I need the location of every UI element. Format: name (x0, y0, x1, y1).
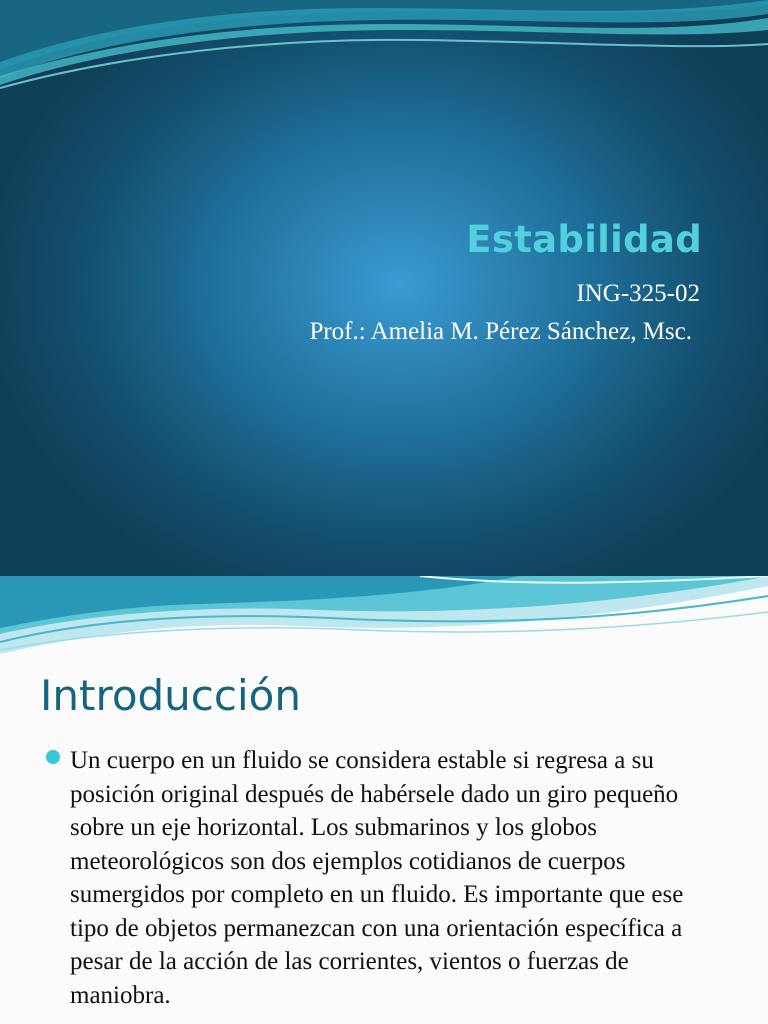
slide-title: Introducción (40, 671, 301, 720)
list-item (46, 744, 736, 1012)
bullet-icon (46, 750, 60, 764)
professor-name: Prof.: Amelia M. Pérez Sánchez, Msc. (309, 318, 692, 345)
course-code: ING-325-02 (576, 280, 700, 307)
header-wave-decoration (0, 0, 768, 110)
bullet-text: Un cuerpo en un fluido se considera estable si regresa a su posición original después de habérsele dado un giro pequeño sobre un eje horizontal. Los submarinos y los globos meteorológicos son dos ejemplos cotidianos de cuerpos sumergidos por completo en un fluido. Es importante que ese tipo de objetos permanezcan con una orientación específica a pesar de la acción de las corrientes, vientos o fuerzas de maniobra. (70, 747, 684, 1009)
content-slide (0, 576, 768, 1024)
header-wave-decoration (0, 576, 768, 666)
slide-title: Estabilidad (466, 218, 702, 261)
